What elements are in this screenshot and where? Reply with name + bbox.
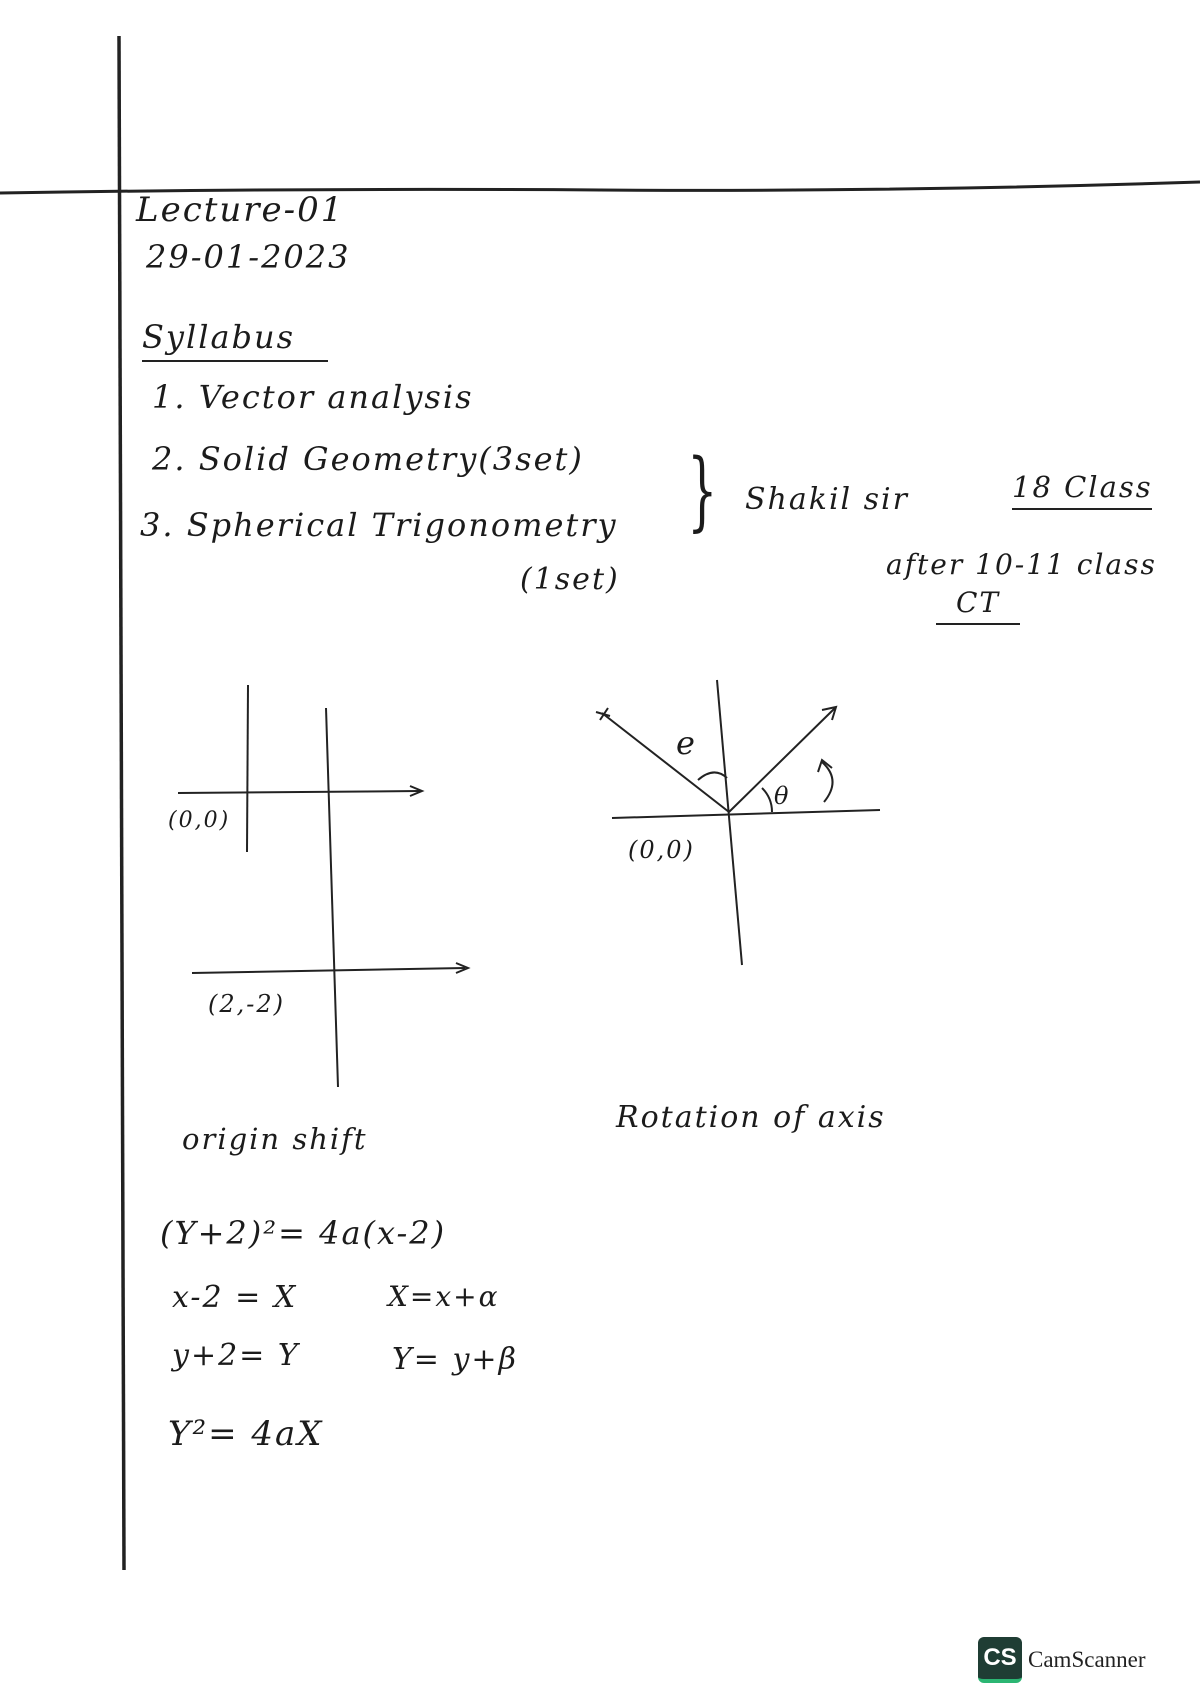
camscanner-brand-name: CamScanner bbox=[1028, 1647, 1146, 1672]
syllabus-item-3-note: (1set) bbox=[520, 562, 620, 597]
equation-y-substitution: y+2= Y bbox=[172, 1338, 300, 1373]
syllabus-item-1: 1. Vector analysis bbox=[152, 378, 474, 416]
original-origin-label: (0,0) bbox=[168, 808, 231, 833]
rotation-y-axis bbox=[717, 680, 742, 965]
ct-schedule-note: after 10-11 class bbox=[886, 548, 1157, 581]
rotation-angle-lower: θ bbox=[774, 782, 791, 810]
rotation-origin-label: (0,0) bbox=[628, 836, 695, 864]
new-origin-label: (2,-2) bbox=[208, 990, 286, 1018]
margin-line bbox=[119, 36, 124, 1570]
equation-y-transform: Y= y+β bbox=[392, 1342, 518, 1377]
rotated-axis-upper-left bbox=[602, 713, 729, 812]
lecture-date: 29-01-2023 bbox=[146, 238, 351, 276]
equation-parabola: (Y+2)²= 4a(x-2) bbox=[160, 1214, 447, 1252]
equation-result: Y²= 4aX bbox=[168, 1414, 324, 1454]
angle-arc-upper bbox=[698, 772, 727, 780]
angle-arc-lower bbox=[762, 788, 772, 812]
teacher-name: Shakil sir bbox=[745, 482, 909, 517]
syllabus-item-2: 2. Solid Geometry(3set) bbox=[152, 440, 584, 478]
origin-shift-caption: origin shift bbox=[182, 1122, 368, 1156]
equation-x-transform: X=x+α bbox=[388, 1280, 500, 1313]
ct-label: CT bbox=[936, 586, 1020, 625]
rotation-angle-upper: e bbox=[676, 724, 697, 762]
syllabus-item-3: 3. Spherical Trigonometry bbox=[140, 506, 618, 544]
class-count: 18 Class bbox=[1012, 470, 1152, 510]
lecture-number: Lecture-01 bbox=[136, 190, 345, 230]
shifted-y-axis bbox=[326, 708, 338, 1087]
equation-x-substitution: x-2 = X bbox=[172, 1280, 298, 1315]
rotation-caption: Rotation of axis bbox=[616, 1100, 886, 1135]
camscanner-logo: CS bbox=[978, 1637, 1022, 1683]
original-y-axis bbox=[247, 685, 248, 852]
camscanner-watermark bbox=[978, 1637, 1146, 1683]
syllabus-heading: Syllabus bbox=[142, 318, 328, 362]
original-x-axis bbox=[178, 791, 420, 793]
syllabus-brace: } bbox=[687, 441, 718, 541]
shifted-x-axis bbox=[192, 968, 465, 973]
rotation-x-axis bbox=[612, 810, 880, 818]
